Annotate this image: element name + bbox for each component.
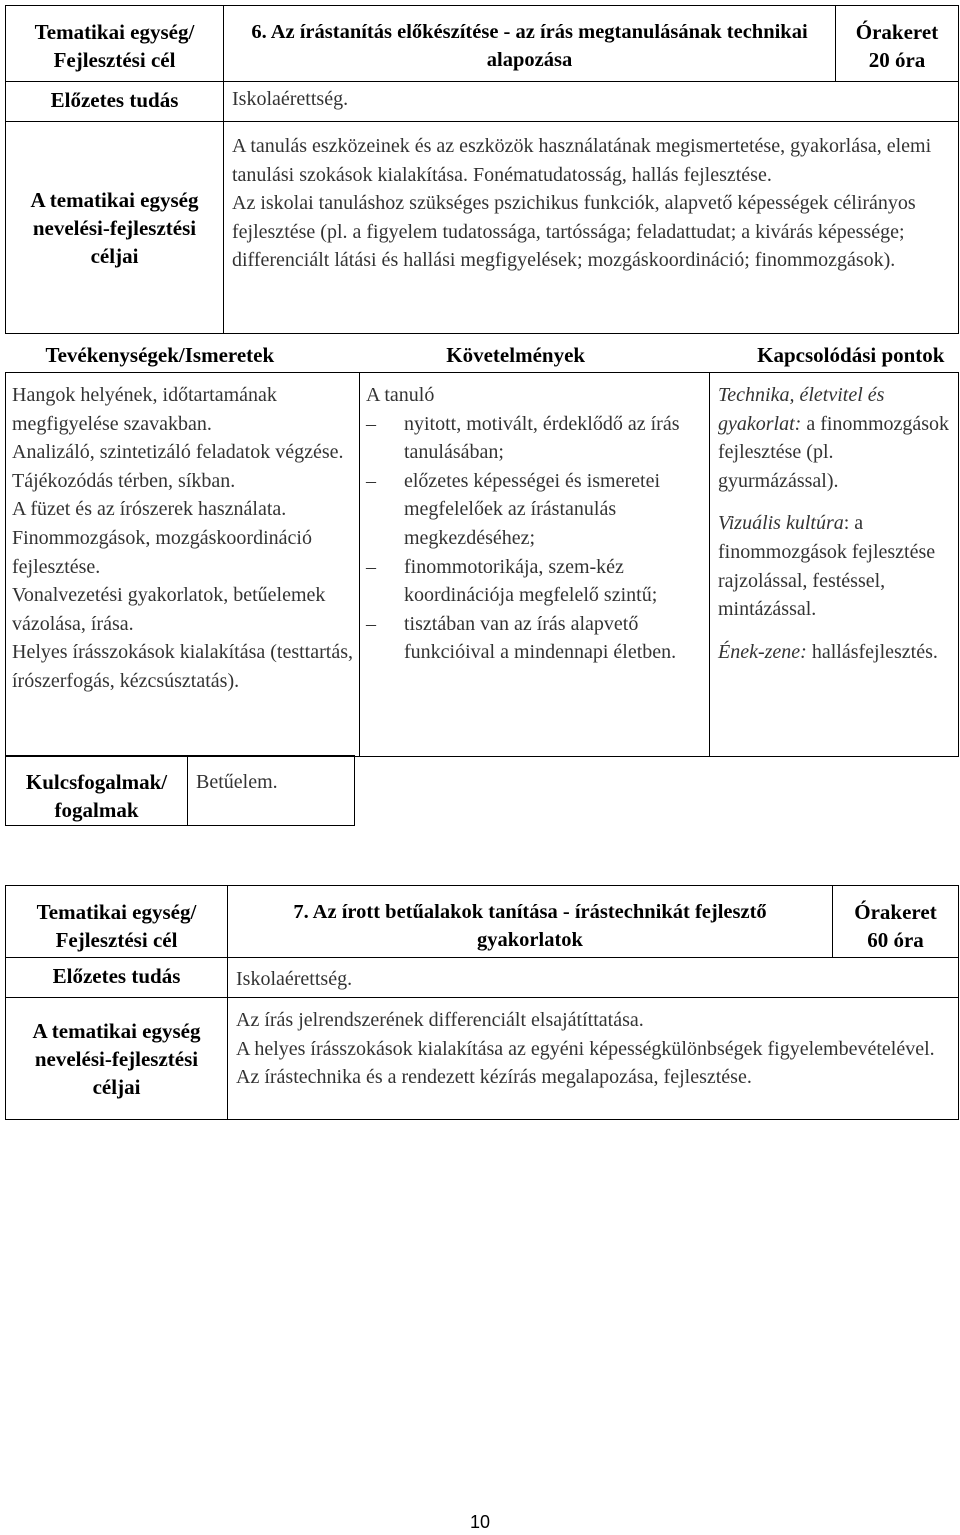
tevekenyseg-5: Finommozgások, mozgáskoordináció fejlesztése. <box>12 526 312 578</box>
col-header-tevekenysegek: Tevékenységek/Ismeretek <box>45 343 275 367</box>
unit6-header-table <box>5 5 958 334</box>
page-number: 10 <box>469 1512 491 1532</box>
kapcsolodas-3-text: hallásfejlesztés. <box>806 640 938 663</box>
unit7-title: 7. Az írott betűalakok tanítása - írástechnikát fejlesztő gyakorlatok <box>293 901 767 951</box>
unit6-orakeret-label: Órakeret <box>855 20 939 44</box>
unit7-celjai-3: Az írástechnika és a rendezett kézírás megalapozása, fejlesztése. <box>236 1066 752 1089</box>
kovetelmenyek-intro: A tanuló <box>366 384 435 406</box>
kovetelmeny-3: – finommotorikája, szem-kéz koordinációja megfelelő szintű; <box>366 553 699 610</box>
kovetelmenyek-list <box>366 410 699 667</box>
col-header-kovetelmenyek: Követelmények <box>446 343 586 367</box>
unit6-title: 6. Az írástanítás előkészítése - az írás megtanulásának technikai alapozása <box>251 21 808 71</box>
unit7-label-elozetes: Előzetes tudás <box>52 964 181 988</box>
unit6-label-elozetes: Előzetes tudás <box>50 88 179 112</box>
unit6-label-kulcsfogalmak: Kulcsfogalmak/ fogalmak <box>25 770 168 822</box>
kapcsolodas-1-text: a finommozgások fejlesztése (pl. gyurmázással). <box>718 412 950 492</box>
tevekenyseg-1: Hangok helyének, időtartamának megfigyelése szavakban. <box>12 384 277 435</box>
unit7-elozetes: Iskolaérettség. <box>236 968 353 990</box>
tevekenyseg-3: Tájékozódás térben, síkban. <box>12 469 236 492</box>
tevekenyseg-4: A füzet és az írószerek használata. <box>12 498 287 521</box>
unit7-label-celjai: A tematikai egység nevelési-fejlesztési céljai <box>32 1018 201 1099</box>
unit6-elozetes: Iskolaérettség. <box>232 88 349 110</box>
tevekenyseg-7: Helyes írásszokások kialakítása (testtartás, írószerfogás, kézcsúsztatás). <box>12 641 353 692</box>
kapcsolodas-2-subject: Vizuális kultúra <box>718 512 844 535</box>
unit6-content-table <box>5 338 958 757</box>
kovetelmeny-1: – nyitott, motivált, érdeklődő az írás tanulásában; <box>366 410 699 467</box>
unit6-kulcsfogalmak-table <box>5 755 354 826</box>
kovetelmeny-4: – tisztában van az írás alapvető funkcióival a mindennapi életben. <box>366 610 699 667</box>
col-header-kapcsolodasi: Kapcsolódási pontok <box>757 343 945 367</box>
unit7-label-tematikai: Tematikai egység/ Fejlesztési cél <box>36 900 197 952</box>
unit7-header-table <box>5 885 958 1120</box>
tevekenyseg-6: Vonalvezetési gyakorlatok, betűelemek vázolása, írása. <box>12 584 326 635</box>
unit6-label-celjai: A tematikai egység nevelési-fejlesztési céljai <box>30 187 199 268</box>
unit7-celjai-2: A helyes írásszokások kialakítása az egyéni képességkülönbségek figyelembevételével. <box>236 1037 935 1060</box>
kovetelmeny-2: – előzetes képességei és ismeretei megfelelőek az írástanulás megkezdéséhez; <box>366 467 699 553</box>
unit7-orakeret-label: Órakeret <box>854 900 937 924</box>
unit6-celjai-1: A tanulás eszközeinek és az eszközök használatának megismertetése, gyakorlása, elemi tanulási szokások kialakítása. Fonématudatosság, hallás fejlesztése. <box>232 135 932 186</box>
unit6-label-tematikai: Tematikai egység/ Fejlesztési cél <box>34 20 195 72</box>
kapcsolodas-2 <box>718 509 952 623</box>
kapcsolodas-1-subject: Technika, életvitel és gyakorlat: <box>718 384 885 435</box>
tevekenyseg-2: Analizáló, szintetizáló feladatok végzése. <box>12 441 344 464</box>
kapcsolodas-1 <box>718 381 952 495</box>
kapcsolodas-2-text: : a finommozgások fejlesztése rajzolással, festéssel, mintázással. <box>718 512 936 621</box>
unit7-celjai-1: Az írás jelrendszerének differenciált elsajátíttatása. <box>236 1009 644 1031</box>
unit7-orakeret-value: 60 óra <box>867 928 924 952</box>
unit6-orakeret-value: 20 óra <box>868 48 926 72</box>
unit6-kulcsfogalmak: Betűelem. <box>196 771 278 793</box>
unit6-celjai-2: Az iskolai tanuláshoz szükséges pszichikus funkciók, alapvető képességek célirányos fejlesztése (pl. a figyelem tudatossága, tartóssága; feladattudat; a kivárás képessége; differenciált látási és hallási megfigyelések; mozgáskoordináció; finommozgások). <box>232 192 916 272</box>
kapcsolodas-3 <box>718 638 952 667</box>
kapcsolodas-3-subject: Ének-zene: <box>718 640 807 663</box>
